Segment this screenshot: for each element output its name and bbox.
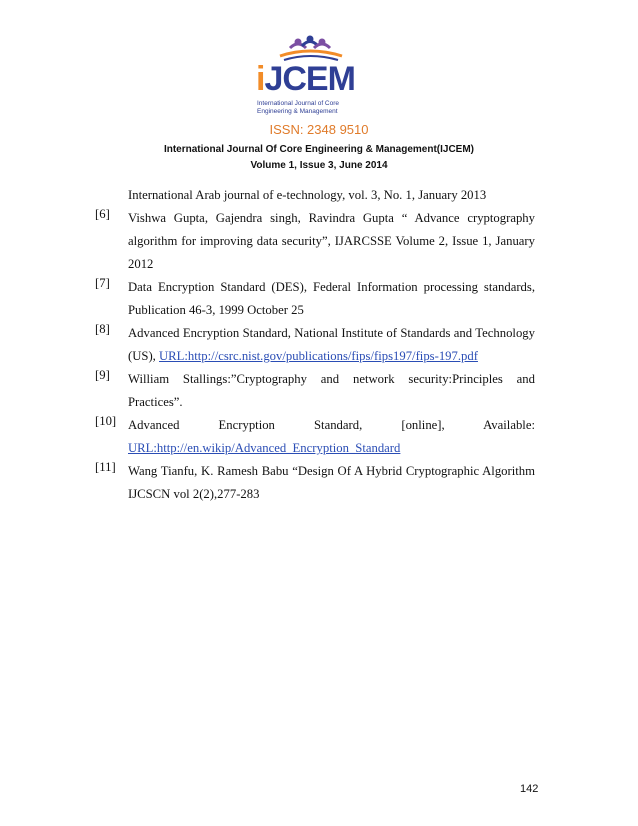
reference-number: [7]	[95, 276, 110, 290]
reference-number: [11]	[95, 460, 116, 474]
reference-continuation: International Arab journal of e-technology, vol. 3, No. 1, January 2013	[128, 188, 487, 202]
reference-item: [9] William Stallings:”Cryptography and network security:Principles and Practices”.	[95, 368, 535, 414]
reference-item: [7] Data Encryption Standard (DES), Federal Information processing standards, Publication 46-3, 1999 October 25	[95, 276, 535, 322]
wiki-aes-link[interactable]: URL:http://en.wikip/Advanced_Encryption_Standard	[128, 441, 401, 455]
journal-title: International Journal Of Core Engineering & Management(IJCEM)	[163, 144, 475, 155]
reference-number: [9]	[95, 368, 110, 382]
logo-tagline: International Journal of Core Engineering & Management	[257, 100, 340, 115]
reference-number: [8]	[95, 322, 110, 336]
reference-number: [10]	[95, 414, 117, 428]
nist-fips-197-link[interactable]: URL:http://csrc.nist.gov/publications/fips/fips197/fips-197.pdf	[159, 349, 478, 363]
reference-number: [6]	[95, 207, 110, 221]
page-number: 142	[520, 783, 539, 795]
logo-wordmark: iJCEM	[256, 60, 355, 98]
reference-item: [6] Vishwa Gupta, Gajendra singh, Ravindra Gupta “ Advance cryptography algorithm for improving data security”, IJARCSSE Volume 2, Issue 1, January 2012	[95, 207, 535, 276]
reference-item: [11] Wang Tianfu, K. Ramesh Babu “Design Of A Hybrid Cryptographic Algorithm IJCSCN vol 2(2),277-283	[95, 460, 535, 506]
reference-list	[95, 184, 535, 506]
journal-logo	[250, 34, 370, 130]
volume-issue-line: Volume 1, Issue 3, June 2014	[250, 160, 388, 171]
reference-item: [8] Advanced Encryption Standard, National Institute of Standards and Technology (US), URL:http://csrc.nist.gov/publications/fips/fips197/fips-197.pdf	[95, 322, 535, 368]
issn-number: ISSN: 2348 9510	[269, 122, 369, 137]
reference-item: [10] Advanced Encryption Standard, [online], Available: URL:http://en.wikip/Advanced_Encryption_Standard	[95, 414, 535, 460]
